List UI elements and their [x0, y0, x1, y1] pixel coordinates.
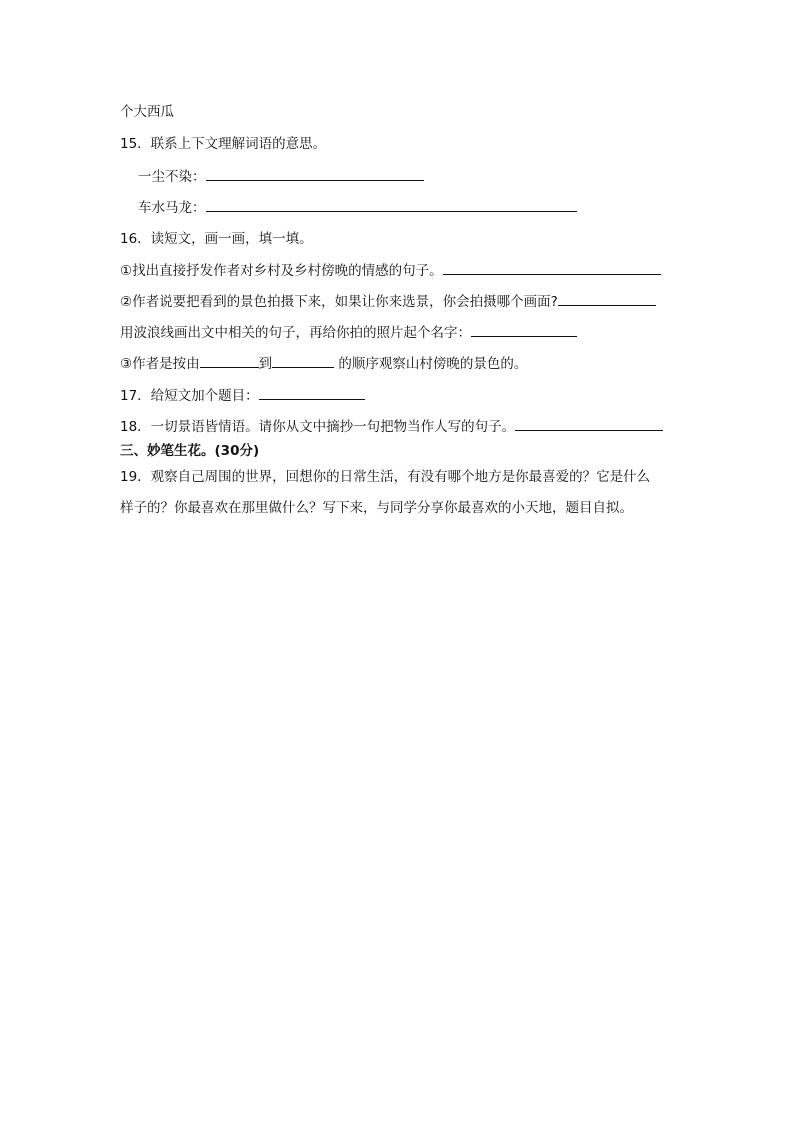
- question-16: 16．读短文，画一画，填一填。: [120, 231, 313, 247]
- answer-blank[interactable]: [259, 385, 365, 400]
- question-19-line-2: 样子的？你最喜欢在那里做什么？写下来，与同学分享你最喜欢的小天地，题目自拟。: [120, 500, 633, 516]
- question-16-part-2-text: ②作者说要把看到的景色拍摄下来，如果让你来选景，你会拍摄哪个画面?: [120, 294, 558, 310]
- question-15-item-1: [138, 166, 424, 187]
- answer-blank[interactable]: [558, 291, 656, 306]
- question-16-part-2: [120, 291, 656, 312]
- answer-blank[interactable]: [272, 353, 334, 368]
- question-16-part-3-text-c: 的顺序观察山村傍晚的景色的。: [334, 356, 528, 372]
- answer-blank[interactable]: [515, 416, 663, 431]
- question-17: [120, 385, 365, 406]
- question-15-item-2-label: 车水马龙：: [138, 200, 206, 216]
- answer-blank[interactable]: [443, 260, 661, 275]
- question-17-text: 17．给短文加个题目：: [120, 388, 259, 404]
- question-16-part-1-text: ①找出直接抒发作者对乡村及乡村傍晚的情感的句子。: [120, 263, 443, 279]
- question-16-part-3: [120, 353, 527, 374]
- question-19-line-1: 19．观察自己周围的世界，回想你的日常生活，有没有哪个地方是你最喜爱的？它是什么: [120, 469, 651, 485]
- question-15-item-1-label: 一尘不染：: [138, 169, 206, 185]
- question-15-item-2: [138, 197, 577, 218]
- question-18-text: 18．一切景语皆情语。请你从文中摘抄一句把物当作人写的句子。: [120, 419, 516, 435]
- question-16-part-1: [120, 260, 661, 281]
- question-16-part-2b-text: 用波浪线画出文中相关的句子，再给你拍的照片起个名字：: [120, 325, 471, 341]
- question-16-part-3-text-a: ③作者是按由: [120, 356, 200, 372]
- answer-blank[interactable]: [471, 322, 577, 337]
- question-18: [120, 416, 663, 437]
- answer-blank[interactable]: [206, 197, 577, 212]
- question-16-part-3-text-b: 到: [258, 356, 273, 372]
- text-line-continuation: 个大西瓜: [120, 104, 174, 120]
- answer-blank[interactable]: [200, 353, 259, 368]
- question-16-part-2-continued: [120, 322, 577, 343]
- question-15: 15．联系上下文理解词语的意思。: [120, 136, 327, 152]
- section-3-heading: 三、妙笔生花。(30分): [120, 443, 260, 459]
- answer-blank[interactable]: [206, 166, 424, 181]
